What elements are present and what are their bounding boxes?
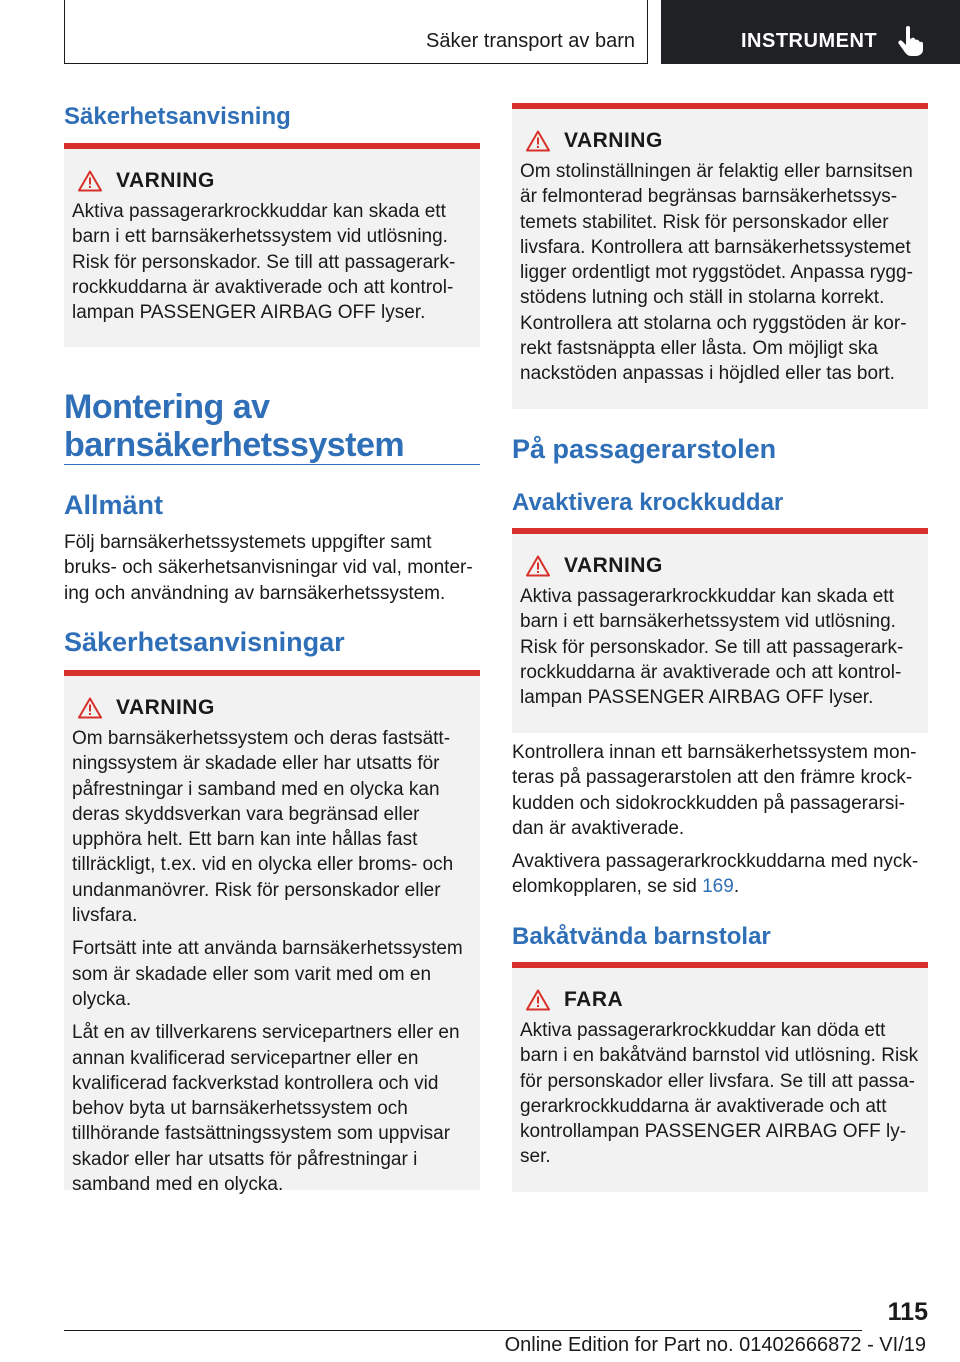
chapter-title: INSTRUMENT bbox=[741, 30, 878, 52]
warning-box bbox=[64, 143, 480, 347]
heading-safety-instruction: Säkerhetsanvisning bbox=[64, 103, 291, 130]
header-chapter-tab[interactable] bbox=[661, 0, 960, 64]
warning-title: VARNING bbox=[564, 129, 663, 152]
warning-text: Låt en av tillverkarens servicepartners eller en annan kvalificerad servicepartner eller en kvalificerad fackverkstad kontrollera och vid behov byta ut barnsäkerhetssystem och tillhörande fastsättningssystem som uppvisar skador eller har utsatts för påfrestningar i samband med en olycka. bbox=[72, 1022, 460, 1196]
heading-mounting: Montering av barnsäkerhetssystem bbox=[64, 388, 405, 464]
warning-triangle-icon bbox=[526, 130, 550, 152]
body-text: . bbox=[733, 876, 740, 898]
page-reference-link[interactable]: 169 bbox=[702, 876, 734, 898]
warning-text: Aktiva passagerarkrockkuddar kan skada ett barn i ett barnsäkerhetssystem vid utlösning. Risk för personskador. Se till att passagerarkrockkuddarna är avaktiverade och att kontrollampan PASSENGER AIRBAG OFF lyser. bbox=[72, 201, 456, 324]
footer-rule bbox=[64, 1330, 862, 1331]
page-number: 115 bbox=[887, 1298, 928, 1326]
danger-title: FARA bbox=[564, 988, 624, 1011]
danger-box bbox=[512, 962, 928, 1192]
heading-passenger-seat: På passagerarstolen bbox=[512, 434, 777, 464]
warning-triangle-icon bbox=[526, 989, 550, 1011]
heading-rule bbox=[64, 464, 480, 465]
warning-triangle-icon bbox=[526, 555, 550, 577]
body-text: Avaktivera passagerarkrockkuddarna med nyckelomkopplaren, se sid bbox=[512, 851, 919, 898]
danger-text: Aktiva passagerarkrockkuddar kan döda ett barn i en bakåtvänd barnstol vid utlösning. Risk för personskador eller livsfara. Se till att passagerarkrockkuddarna är avaktiverade och att kontrollampan PASSENGER AIRBAG OFF lyser. bbox=[520, 1020, 919, 1168]
body-paragraph bbox=[512, 849, 928, 900]
warning-title: VARNING bbox=[116, 696, 215, 719]
general-text: Följ barnsäkerhetssystemets uppgifter samt bruks- och säkerhetsanvisningar vid val, montering och användning av barnsäkerhetssystem. bbox=[64, 532, 473, 604]
warning-triangle-icon bbox=[78, 170, 102, 192]
warning-box bbox=[512, 103, 928, 409]
header-section-box bbox=[64, 0, 648, 64]
warning-text: Om stolinställningen är felaktig eller barnsitsen är felmonterad begränsas barnsäkerhetssystemets stabilitet. Risk för personskador eller livsfara. Kontrollera att barnsäkerhetssystemet ligger ordentligt mot ryggstödet. Anpassa ryggstödens lutning och ställ in stolarna korrekt. Kontrollera att stolarna och ryggstöden är korrekt fastsnäppta eller låsta. Om möjligt ska nackstöden anpassas i höjdled eller tas bort. bbox=[520, 161, 913, 385]
edition-footer: Online Edition for Part no. 01402666872 - VI/19 bbox=[504, 1334, 926, 1356]
warning-text: Om barnsäkerhetssystem och deras fastsättningssystem är skadade eller har utsatts för påfrestningar i samband med en olycka kan deras skyddsverkan vara begränsad eller upphöra helt. Ett barn kan inte hållas fast tillräckligt, t.ex. vid en olycka eller broms- och undanmanövrer. Risk för personskador eller livsfara. bbox=[72, 728, 454, 927]
heading-rear-facing-seats: Bakåtvända barnstolar bbox=[512, 923, 771, 950]
section-title: Säker transport av barn bbox=[426, 30, 635, 52]
heading-safety-instructions: Säkerhetsanvisningar bbox=[64, 627, 345, 657]
heading-general: Allmänt bbox=[64, 490, 164, 520]
body-paragraph: Kontrollera innan ett barnsäkerhetssystem monteras på passagerarstolen att den främre krockkudden och sidokrockkudden på passagerarsidan är avaktiverade. bbox=[512, 742, 917, 839]
warning-box bbox=[64, 670, 480, 1196]
warning-title: VARNING bbox=[116, 169, 215, 192]
warning-title: VARNING bbox=[564, 554, 663, 577]
warning-box bbox=[512, 528, 928, 733]
hand-pointer-icon bbox=[897, 26, 925, 56]
heading-deactivate-airbags: Avaktivera krockkuddar bbox=[512, 489, 784, 516]
warning-text: Aktiva passagerarkrockkuddar kan skada ett barn i ett barnsäkerhetssystem vid utlösning. Risk för personskador. Se till att passagerarkrockkuddarna är avaktiverade och att kontrollampan PASSENGER AIRBAG OFF lyser. bbox=[520, 586, 904, 709]
warning-text: Fortsätt inte att använda barnsäkerhetssystem som är skadade eller som varit med om en olycka. bbox=[72, 938, 463, 1010]
warning-triangle-icon bbox=[78, 697, 102, 719]
